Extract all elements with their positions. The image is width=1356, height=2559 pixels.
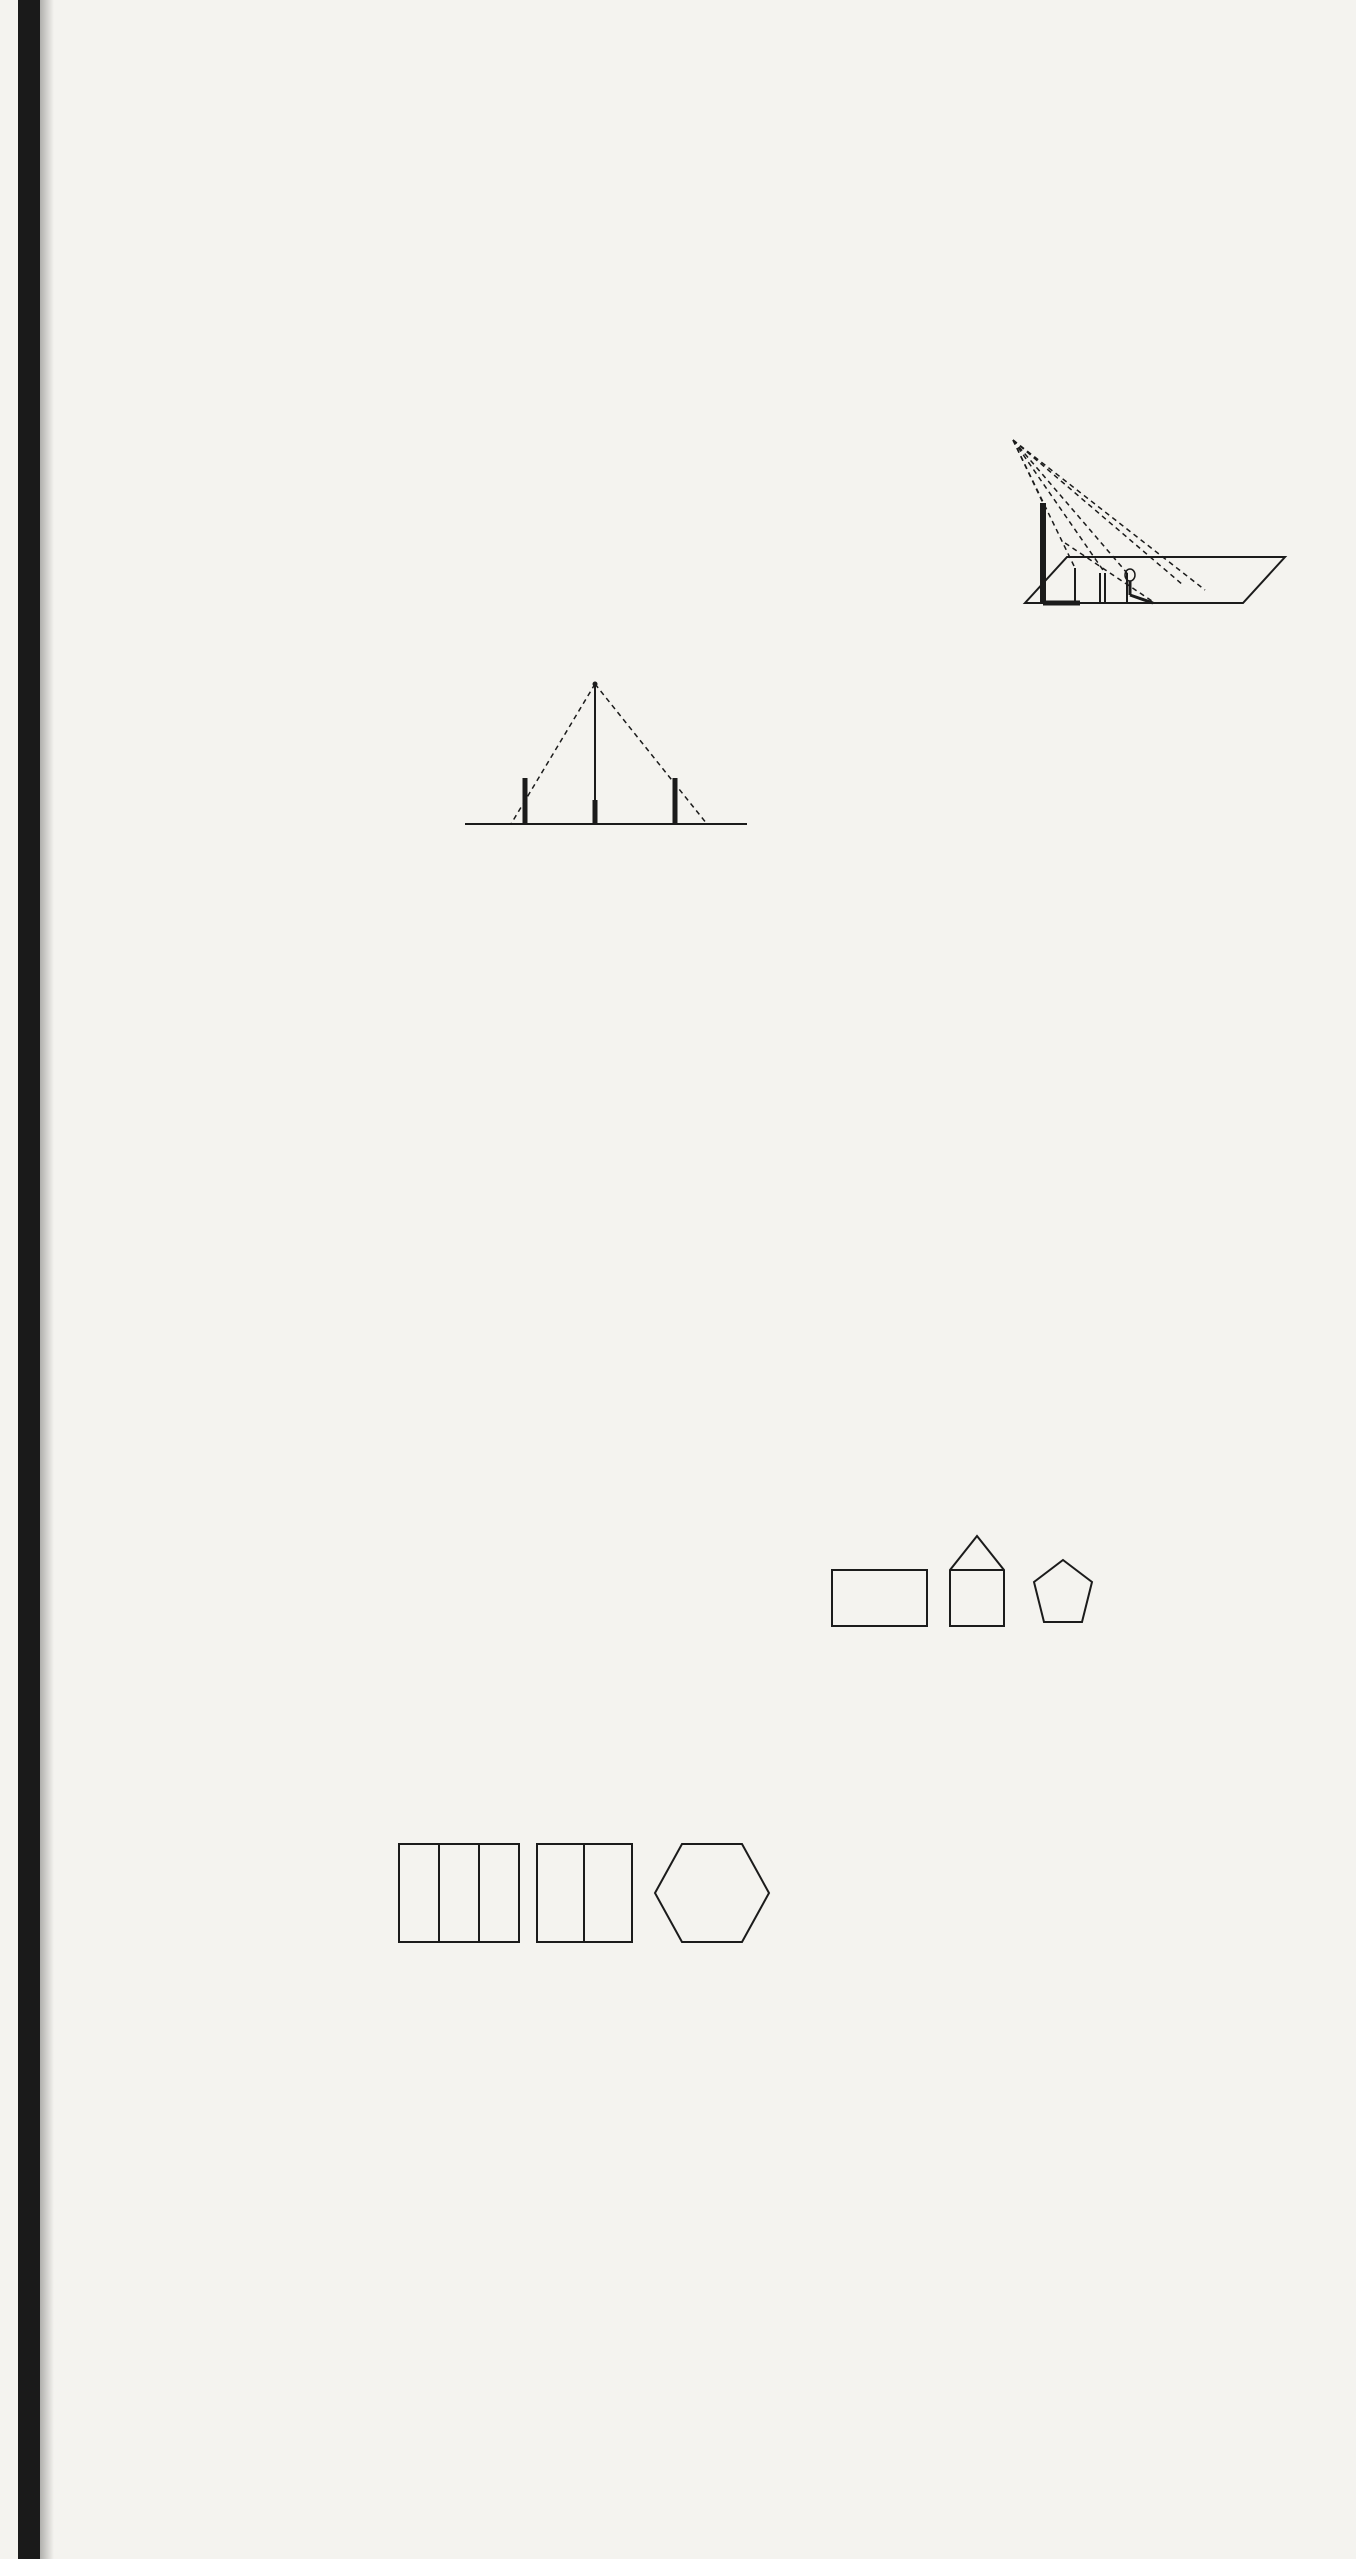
spine-shadow xyxy=(40,0,54,2559)
figure-q4-projections xyxy=(830,1530,1130,1665)
figure-q13-lamp xyxy=(455,652,755,854)
book-spine xyxy=(18,0,40,2559)
figure-q13-orthographic xyxy=(397,1838,772,1978)
answer-page xyxy=(315,0,1315,2559)
figure-q8-light-source xyxy=(1005,425,1295,610)
